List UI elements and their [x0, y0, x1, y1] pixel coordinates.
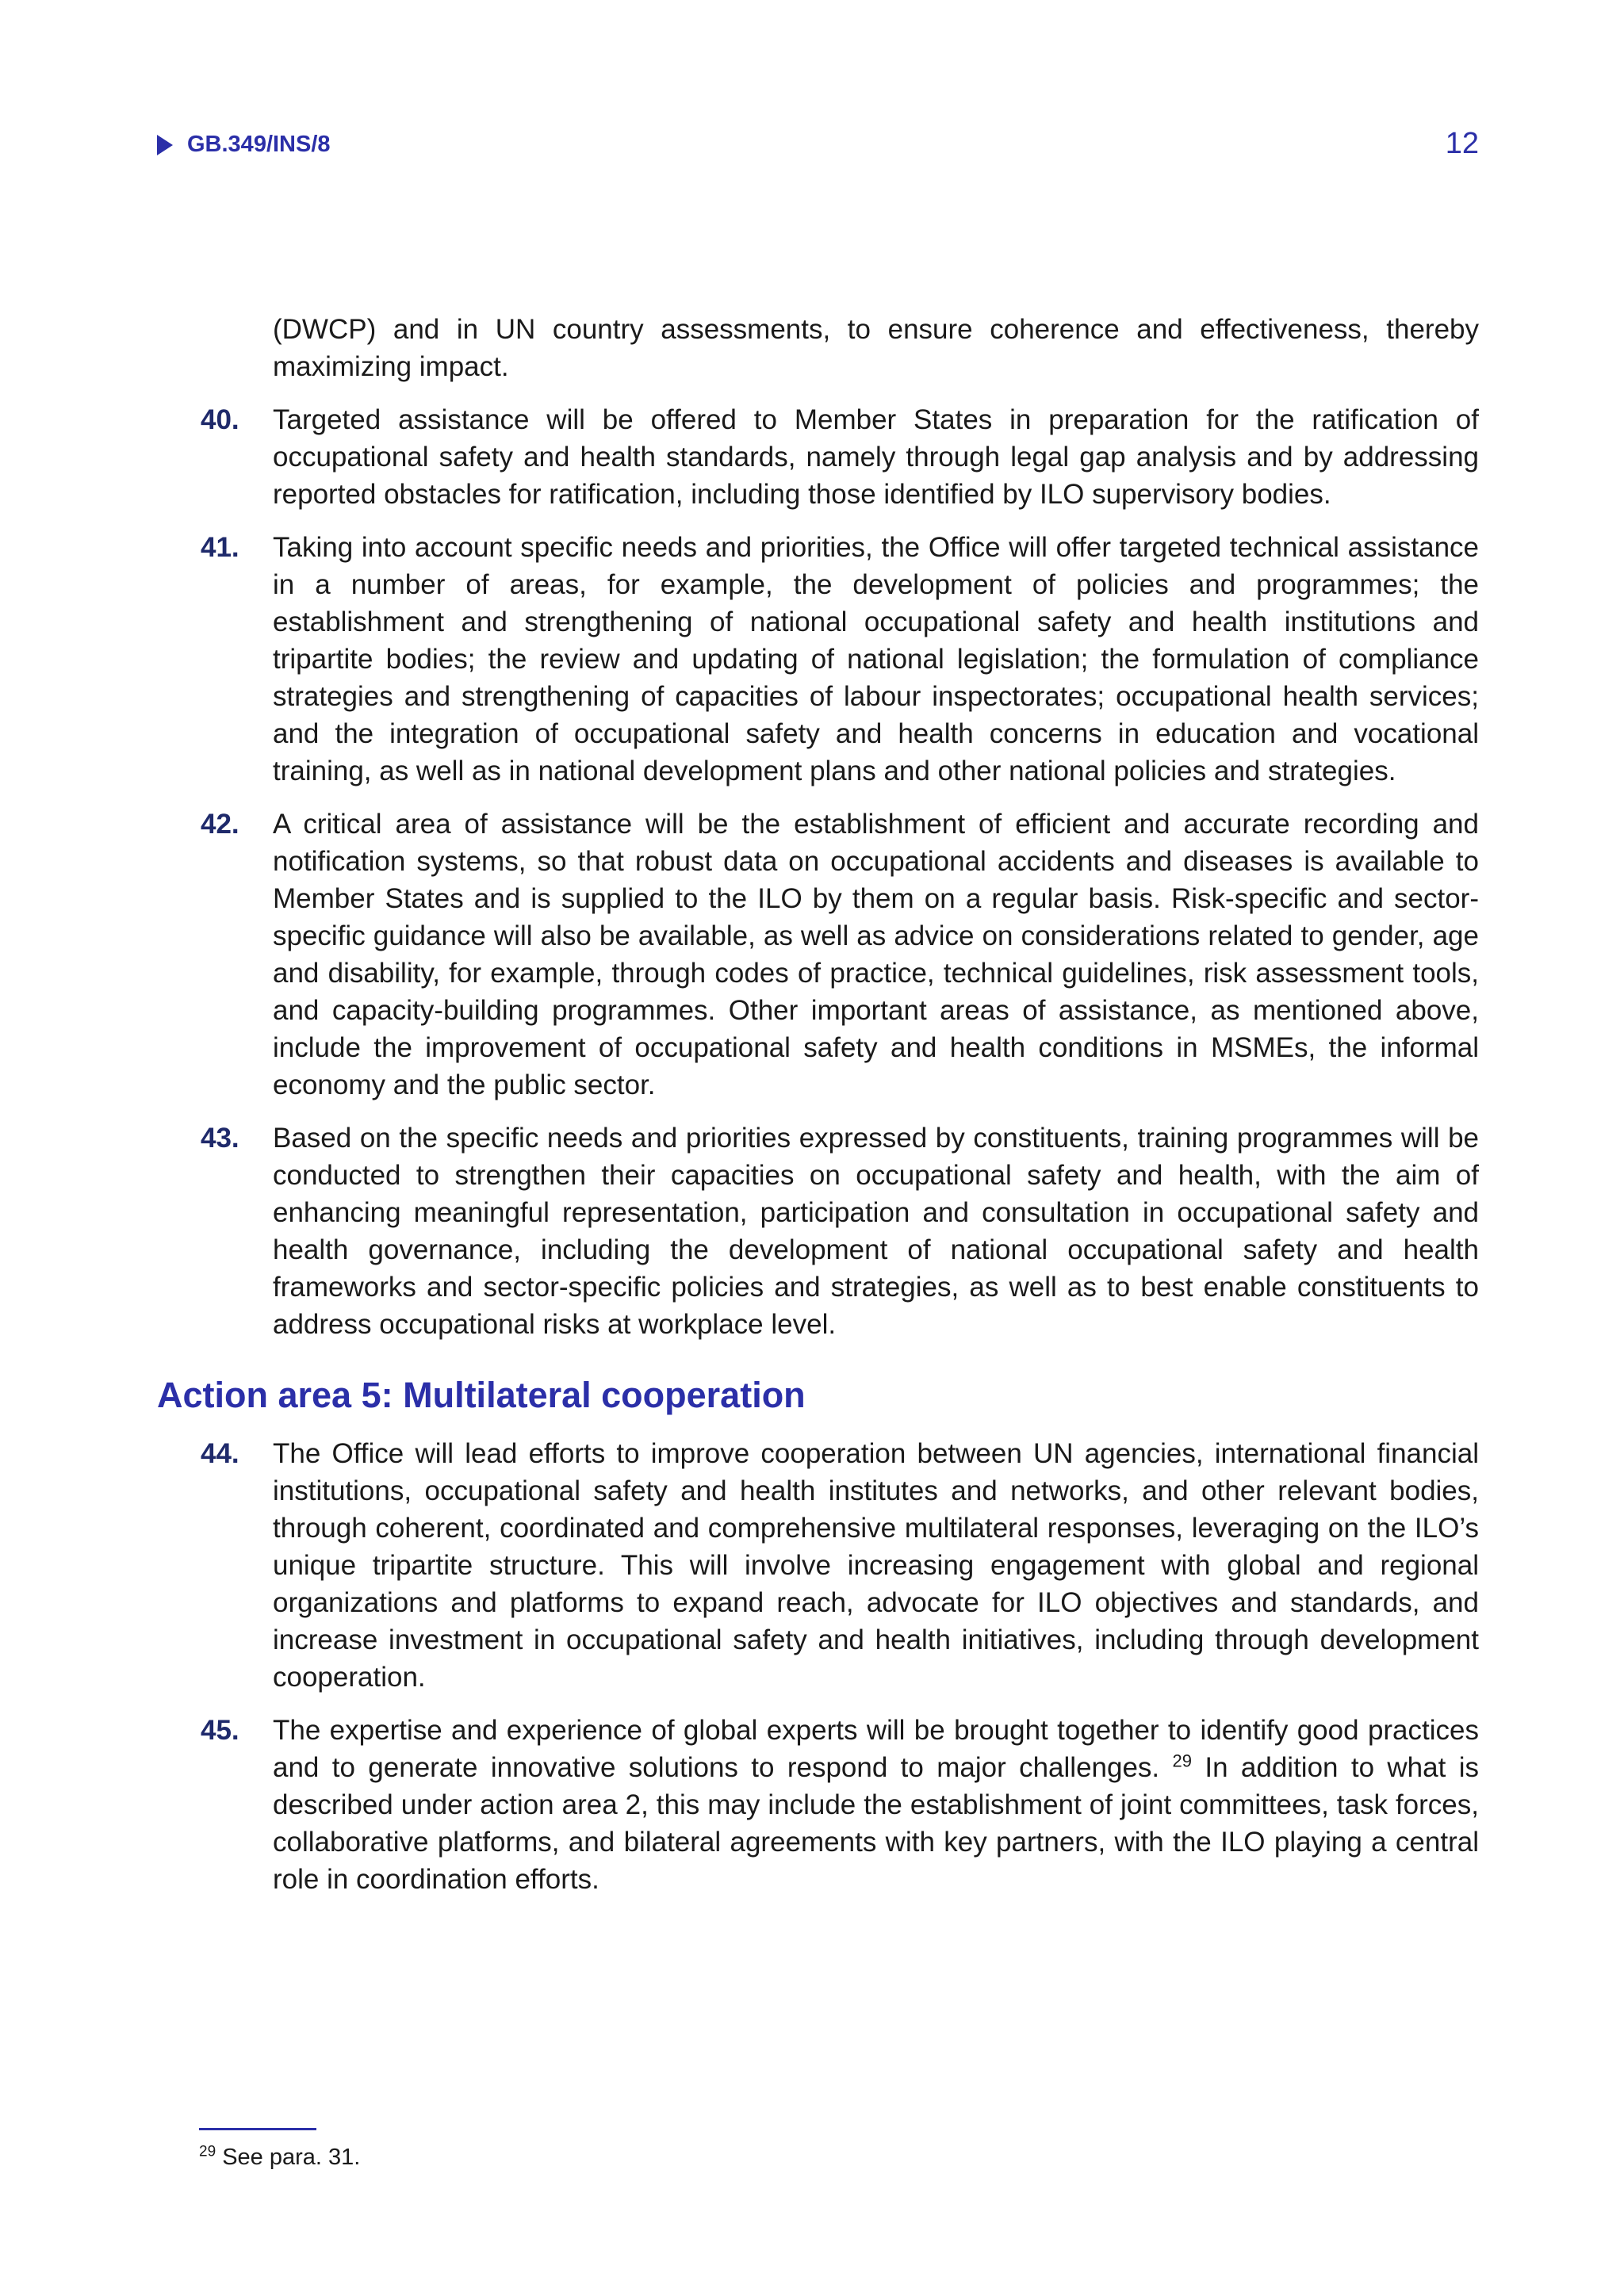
paragraph-text: A critical area of assistance will be the establishment of efficient and accurate recording and notification systems, so that robust data on occupational accidents and diseases is available to Member States and is supplied to the ILO by them on a regular basis. Risk-specific and sector-specific guidance will also be available, as well as advice on considerations related to gender, age and disability, for example, through codes of practice, technical guidelines, risk assessment tools, and capacity-building programmes. Other important areas of assistance, as mentioned above, include the improvement of occupational safety and health conditions in MSMEs, the informal economy and the public sector. [273, 809, 1479, 1100]
paragraph-number: 41. [201, 532, 239, 563]
paragraph-number: 40. [201, 404, 239, 435]
paragraph-text: Targeted assistance will be offered to Member States in preparation for the ratification of occupational safety and health standards, namely through legal gap analysis and by addressing reported obstacles for ratification, including those identified by ILO supervisory bodies. [273, 404, 1479, 510]
paragraph-number: 42. [201, 809, 239, 840]
paragraph-text: (DWCP) and in UN country assessments, to ensure coherence and effectiveness, thereby maximizing impact. [273, 314, 1479, 382]
paragraph-number: 43. [201, 1123, 239, 1154]
paragraph-41 [201, 529, 1479, 790]
page-header [157, 127, 1479, 174]
paragraph-continued [201, 311, 1479, 385]
section-heading: Action area 5: Multilateral cooperation [157, 1375, 806, 1415]
paragraph-number: 45. [201, 1715, 239, 1746]
paragraph-text: Taking into account specific needs and priorities, the Office will offer targeted technical assistance in a number of areas, for example, the development of policies and programmes; the establishment and strengthening of national occupational safety and health institutions and tripartite bodies; the review and updating of national legislation; the formulation of compliance strategies and strengthening of capacities of labour inspectorates; occupational health services; and the integration of occupational safety and health concerns in education and vocational training, as well as in national development plans and other national policies and strategies. [273, 532, 1479, 786]
paragraph-text-before: The expertise and experience of global experts will be brought together to identify good practices and to generate innovative solutions to respond to major challenges. [273, 1715, 1479, 1783]
footnote-number: 29 [199, 2143, 216, 2160]
footnote [199, 2143, 360, 2172]
footnote-divider [199, 2128, 316, 2130]
footnote-reference[interactable]: 29 [1172, 1751, 1192, 1771]
paragraph-40 [201, 401, 1479, 513]
footnote-text: See para. 31. [222, 2145, 361, 2170]
play-triangle-icon [157, 135, 173, 155]
document-id [157, 132, 331, 158]
paragraph-43 [201, 1119, 1479, 1343]
page-body [157, 311, 1479, 1914]
paragraph-text-after: In addition to what is described under action area 2, this may include the establishment of joint committees, task forces, collaborative platforms, and bilateral agreements with key partners, with the ILO playing a central role in coordination efforts. [273, 1752, 1479, 1895]
paragraph-text: The Office will lead efforts to improve cooperation between UN agencies, international financial institutions, occupational safety and health institutes and networks, and other relevant bodies, through coherent, coordinated and comprehensive multilateral responses, leveraging on the ILO’s unique tripartite structure. This will involve increasing engagement with global and regional organizations and platforms to expand reach, advocate for ILO objectives and standards, and increase investment in occupational safety and health initiatives, including through development cooperation. [273, 1438, 1479, 1693]
paragraph-text: Based on the specific needs and priorities expressed by constituents, training programmes will be conducted to strengthen their capacities on occupational safety and health, with the aim of enhancing meaningful representation, participation and consultation in occupational safety and health governance, including the development of national occupational safety and health frameworks and sector-specific policies and strategies, as well as to best enable constituents to address occupational risks at workplace level. [273, 1123, 1479, 1340]
paragraph-45 [201, 1712, 1479, 1898]
paragraph-number: 44. [201, 1438, 239, 1469]
paragraph-44 [201, 1435, 1479, 1696]
paragraph-42 [201, 806, 1479, 1104]
document-id-text: GB.349/INS/8 [187, 132, 331, 157]
page-number: 12 [1445, 127, 1479, 160]
